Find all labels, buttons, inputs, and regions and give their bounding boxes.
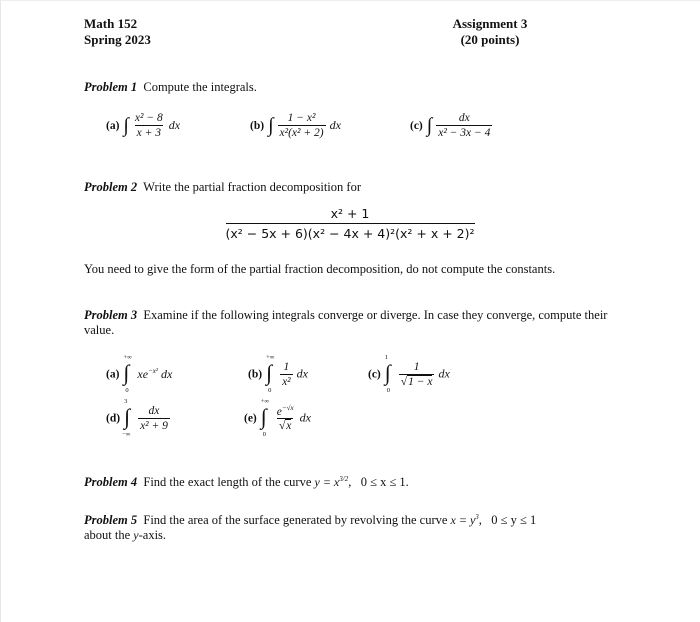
equation-base: y = x (314, 475, 340, 489)
sqrt-icon: √ (278, 420, 286, 433)
problem-2-label: Problem 2 (84, 180, 138, 194)
lower-limit: 0 (262, 431, 267, 438)
sqrt-icon: √ (400, 375, 408, 388)
differential: dx (299, 410, 311, 425)
part-label: (e) (244, 412, 257, 425)
problem-4-text: Find the exact length of the curve (143, 475, 312, 489)
exponent: 3/2 (339, 475, 349, 483)
denominator (399, 374, 435, 388)
problem-1c (410, 112, 492, 139)
radicand: 1 − x (408, 375, 433, 388)
curve-equation (315, 475, 349, 489)
numerator: dx (148, 404, 160, 417)
problem-2-fraction (200, 206, 500, 241)
rational-function (200, 206, 500, 241)
domain-range: 0 ≤ y ≤ 1 (491, 513, 537, 527)
part-label: (c) (410, 120, 423, 133)
exponent: 3 (475, 513, 479, 521)
problem-3d (106, 398, 170, 438)
integral-sign: ∫ (266, 360, 273, 385)
problem-3e (244, 398, 311, 438)
part-label: (b) (250, 120, 265, 133)
integrand-base: xe (137, 366, 149, 381)
problem-4-heading: Problem 4 Find the exact length of the curve $y = x^{3/2}$, 0 ≤ x ≤ 1. (84, 475, 409, 489)
lower-limit: −∞ (122, 431, 131, 438)
part-label: (b) (248, 368, 263, 381)
numerator: dx (458, 112, 470, 124)
course-term: Spring 2023 (84, 32, 151, 47)
denominator (277, 418, 293, 432)
denominator: x² − 3x − 4 (438, 127, 491, 139)
upper-limit: +∞ (266, 354, 275, 361)
integral-with-limits (124, 398, 134, 438)
integral-with-limits (385, 354, 395, 394)
assignment-title (440, 16, 540, 48)
fraction (275, 404, 296, 433)
differential: dx (161, 366, 173, 381)
problem-3a (106, 354, 172, 394)
fraction (133, 112, 165, 139)
problem-5-text: Find the area of the surface generated by revolving the curve (143, 513, 448, 527)
upper-limit: 3 (124, 398, 128, 405)
problem-3b (248, 354, 308, 394)
problem-1-text: Compute the integrals. (143, 80, 257, 94)
domain-range: 0 ≤ x ≤ 1. (360, 475, 409, 489)
fraction (436, 112, 492, 139)
integral-sign: ∫ (268, 114, 274, 137)
problem-1a (106, 112, 180, 139)
denominator: x² + 9 (140, 419, 168, 432)
integral-sign: ∫ (426, 114, 433, 137)
integral-sign: ∫ (124, 404, 131, 429)
differential: dx (168, 118, 181, 133)
lower-limit: 0 (125, 387, 129, 394)
part-label: (a) (106, 368, 120, 381)
exponent: −x² (148, 366, 159, 375)
exponent: −√x (281, 403, 294, 412)
assignment-name: Assignment 3 (452, 16, 528, 31)
integral-sign: ∫ (260, 404, 267, 429)
numerator-base: e (276, 405, 282, 418)
part-label: (c) (368, 368, 381, 381)
problem-5-heading: Problem 5 Find the area of the surface generated by revolving the curve $x = y^3$, 0 ≤ y ≤ 1 about the y-axis. (84, 513, 537, 542)
integral-with-limits (266, 354, 276, 394)
differential: dx (438, 366, 450, 381)
denominator: (x² − 5x + 6)(x² − 4x + 4)²(x² + x + 2)² (226, 223, 475, 241)
upper-limit: +∞ (123, 354, 132, 361)
course-title (84, 16, 151, 48)
problem-5-label: Problem 5 (84, 513, 138, 527)
tail-text: about the (84, 528, 131, 542)
tail-text-end: -axis. (138, 528, 167, 542)
numerator: x² + 1 (330, 206, 370, 221)
integral-sign: ∫ (123, 360, 130, 385)
problem-2-heading (84, 180, 361, 195)
problem-3c (368, 354, 450, 394)
curve-equation (451, 513, 479, 527)
part-label: (d) (106, 412, 121, 425)
denominator: x²(x² + 2) (279, 127, 324, 139)
problem-2-note: You need to give the form of the partial fraction decomposition, do not compute the constants. (84, 262, 556, 276)
differential: dx (329, 118, 341, 133)
problem-1-label: Problem 1 (84, 80, 138, 94)
integral-sign: ∫ (123, 114, 129, 137)
numerator (275, 404, 296, 419)
radicand: x (286, 420, 292, 433)
problem-3-label: Problem 3 (84, 308, 138, 322)
denominator: x² (282, 375, 291, 388)
fraction (399, 361, 435, 388)
numerator: 1 (413, 360, 420, 373)
integral-sign: ∫ (384, 360, 391, 385)
integral-with-limits (261, 398, 271, 438)
lower-limit: 0 (386, 387, 391, 394)
part-label: (a) (106, 120, 120, 133)
assignment-points: (20 points) (460, 32, 520, 47)
problem-2-text: Write the partial fraction decomposition for (143, 180, 361, 194)
fraction (280, 361, 293, 388)
axis-variable: y (133, 528, 139, 542)
problem-1b (250, 112, 341, 139)
course-name: Math 152 (84, 16, 138, 31)
denominator: x + 3 (136, 127, 161, 139)
problem-3-text: Examine if the following integrals converge or diverge. In case they converge, compute their value. (84, 308, 608, 337)
numerator: x² − 8 (134, 112, 163, 124)
upper-limit: 1 (384, 354, 389, 361)
numerator: 1 (283, 360, 290, 373)
integrand (137, 367, 172, 381)
equation-base: x = y (450, 513, 476, 527)
lower-limit: 0 (268, 387, 272, 394)
problem-4-label: Problem 4 (84, 475, 138, 489)
problem-3-heading (84, 308, 624, 338)
fraction (278, 112, 326, 139)
problem-1-heading (84, 80, 257, 95)
numerator: 1 − x² (287, 112, 316, 124)
integral-with-limits (123, 354, 133, 394)
fraction (138, 405, 170, 432)
differential: dx (296, 366, 308, 381)
upper-limit: +∞ (260, 398, 270, 405)
